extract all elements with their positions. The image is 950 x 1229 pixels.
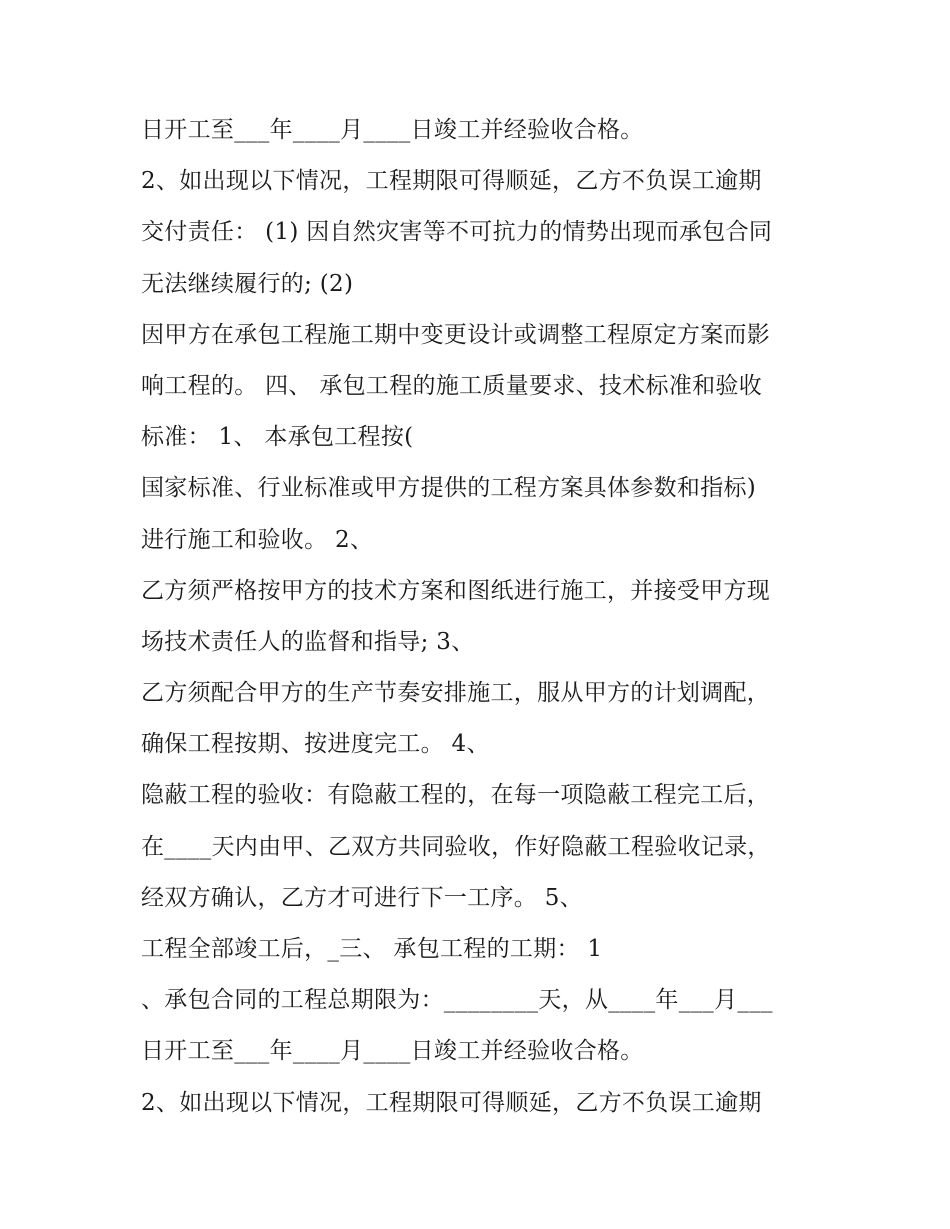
- document-body: [141, 108, 841, 1132]
- text-line: 2、如出现以下情况，工程期限可得顺延，乙方不负误工逾期: [141, 1089, 762, 1116]
- text-line: 交付责任： (1) 因自然灾害等不可抗力的情势出现而承包合同: [141, 219, 773, 246]
- text-line: 无法继续履行的; (2): [141, 270, 354, 297]
- text-line: 在____天内由甲、乙双方共同验收，作好隐蔽工程验收记录，: [141, 833, 771, 860]
- text-line: 工程全部竣工后，_三、 承包工程的工期： 1: [141, 936, 603, 962]
- text-line: 经双方确认，乙方才可进行下一工序。 5、: [141, 884, 583, 911]
- text-line: 确保工程按期、按进度完工。 4、: [141, 731, 490, 758]
- text-line: 2、如出现以下情况，工程期限可得顺延，乙方不负误工逾期: [141, 168, 762, 195]
- text-line: 响工程的。 四、 承包工程的施工质量要求、技术标准和验收: [141, 372, 763, 399]
- text-line: 日开工至___年____月____日竣工并经验收合格。: [141, 117, 644, 143]
- text-line: 场技术责任人的监督和指导; 3、: [141, 628, 475, 655]
- text-line: 国家标准、行业标准或甲方提供的工程方案具体参数和指标): [141, 475, 757, 502]
- text-line: 日开工至___年____月____日竣工并经验收合格。: [141, 1038, 644, 1065]
- text-line: 、承包合同的工程总期限为：________天，从____年___月___: [141, 987, 773, 1014]
- text-line: 乙方须严格按甲方的技术方案和图纸进行施工，并接受甲方现: [141, 577, 771, 604]
- text-line: 隐蔽工程的验收：有隐蔽工程的，在每一项隐蔽工程完工后，: [141, 782, 771, 809]
- text-line: 乙方须配合甲方的生产节奏安排施工，服从甲方的计划调配，: [141, 680, 771, 707]
- text-line: 因甲方在承包工程施工期中变更设计或调整工程原定方案而影: [141, 321, 771, 348]
- text-line: 进行施工和验收。 2、: [141, 526, 374, 553]
- text-line: 标准： 1、 本承包工程按(: [141, 424, 414, 451]
